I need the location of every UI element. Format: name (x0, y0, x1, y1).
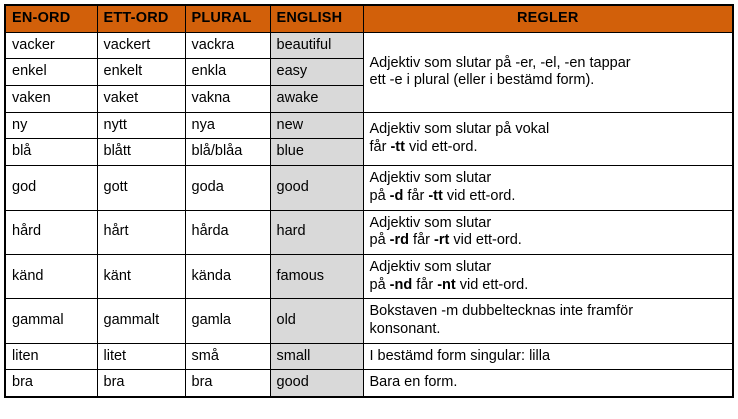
table-row (5, 112, 733, 139)
cell-en-ord: hård (5, 210, 97, 254)
rule-text-tail: vid ett-ord. (404, 138, 478, 155)
adjective-forms-table (4, 4, 734, 398)
rule-line-1: Adjektiv som slutar (369, 258, 492, 275)
cell-plural: blå/blåa (185, 139, 270, 166)
cell-plural: vackra (185, 32, 270, 59)
cell-en-ord: blå (5, 139, 97, 166)
table-row (5, 32, 733, 59)
rule-text-pre: får (369, 138, 391, 155)
cell-en-ord: enkel (5, 59, 97, 86)
rule-line-1: Adjektiv som slutar på vokal (369, 121, 550, 138)
table-row (5, 254, 733, 298)
cell-english: old (270, 299, 363, 343)
cell-rule (363, 166, 733, 210)
cell-en-ord: vacker (5, 32, 97, 59)
rule-text-pre: på (369, 232, 390, 249)
cell-plural: kända (185, 254, 270, 298)
rule-text-bold-2: -rt (434, 232, 450, 249)
header-row (5, 5, 733, 32)
cell-ett-ord: vackert (97, 32, 185, 59)
rule-line-2 (370, 188, 727, 206)
cell-plural: goda (185, 166, 270, 210)
cell-english: hard (270, 210, 363, 254)
cell-ett-ord: gott (97, 166, 185, 210)
cell-plural: nya (185, 112, 270, 139)
rule-text-bold: -nd (389, 276, 413, 293)
rule-text-bold-2: -tt (428, 187, 443, 204)
rule-line-2 (370, 139, 727, 157)
rule-line-2: konsonant. (369, 320, 441, 337)
cell-ett-ord: nytt (97, 112, 185, 139)
rule-text-tail: vid ett-ord. (449, 232, 522, 249)
rule-line-1: Adjektiv som slutar på -er, -el, -en tappar (369, 54, 631, 71)
cell-rule (363, 254, 733, 298)
cell-english: good (270, 166, 363, 210)
column-header-plural: PLURAL (185, 5, 270, 32)
cell-english: easy (270, 59, 363, 86)
cell-plural: hårda (185, 210, 270, 254)
column-header-regler: REGLER (363, 5, 733, 32)
rule-text-bold: -d (389, 187, 404, 204)
cell-plural: bra (185, 370, 270, 397)
cell-english: small (270, 343, 363, 370)
cell-ett-ord: gammalt (97, 299, 185, 343)
rule-text-mid: får (403, 187, 429, 204)
rule-line-2 (370, 232, 727, 250)
cell-rule: I bestämd form singular: lilla (363, 343, 733, 370)
rule-line-1: Bokstaven -m dubbeltecknas inte framför (369, 303, 634, 320)
cell-rule (363, 112, 733, 165)
cell-rule (363, 299, 733, 343)
cell-ett-ord: känt (97, 254, 185, 298)
rule-text-tail: vid ett-ord. (442, 187, 516, 204)
column-header-ett-ord: ETT-ORD (97, 5, 185, 32)
rule-text-mid: får (412, 276, 438, 293)
cell-en-ord: bra (5, 370, 97, 397)
rule-text-mid: får (409, 232, 434, 249)
rule-line-1: Adjektiv som slutar (369, 214, 492, 231)
cell-english: awake (270, 86, 363, 113)
cell-en-ord: god (5, 166, 97, 210)
cell-en-ord: vaken (5, 86, 97, 113)
cell-plural: vakna (185, 86, 270, 113)
table-header (5, 5, 733, 32)
cell-english: blue (270, 139, 363, 166)
cell-english: famous (270, 254, 363, 298)
cell-english: beautiful (270, 32, 363, 59)
cell-english: good (270, 370, 363, 397)
table-row (5, 166, 733, 210)
rule-line-2: ett -e i plural (eller i bestämd form). (369, 72, 595, 89)
cell-ett-ord: hårt (97, 210, 185, 254)
cell-english: new (270, 112, 363, 139)
rule-text-pre: på (369, 187, 390, 204)
cell-plural: gamla (185, 299, 270, 343)
cell-en-ord: liten (5, 343, 97, 370)
table-body (5, 32, 733, 397)
cell-plural: enkla (185, 59, 270, 86)
rule-text-bold-2: -nt (437, 276, 456, 293)
cell-ett-ord: enkelt (97, 59, 185, 86)
rule-text-bold: -rd (389, 232, 410, 249)
cell-ett-ord: litet (97, 343, 185, 370)
rule-text-tail: vid ett-ord. (455, 276, 529, 293)
cell-rule (363, 32, 733, 112)
cell-rule (363, 210, 733, 254)
column-header-en-ord: EN-ORD (5, 5, 97, 32)
cell-en-ord: ny (5, 112, 97, 139)
cell-ett-ord: blått (97, 139, 185, 166)
rule-line-2 (370, 277, 727, 295)
column-header-english: ENGLISH (270, 5, 363, 32)
rule-text-pre: på (369, 276, 390, 293)
cell-en-ord: gammal (5, 299, 97, 343)
table-row (5, 210, 733, 254)
cell-ett-ord: vaket (97, 86, 185, 113)
cell-rule: Bara en form. (363, 370, 733, 397)
table-row (5, 343, 733, 370)
rule-line-1: Adjektiv som slutar (369, 170, 492, 187)
cell-ett-ord: bra (97, 370, 185, 397)
table-row (5, 299, 733, 343)
rule-text-bold: -tt (390, 138, 405, 155)
cell-plural: små (185, 343, 270, 370)
table-row (5, 370, 733, 397)
cell-en-ord: känd (5, 254, 97, 298)
